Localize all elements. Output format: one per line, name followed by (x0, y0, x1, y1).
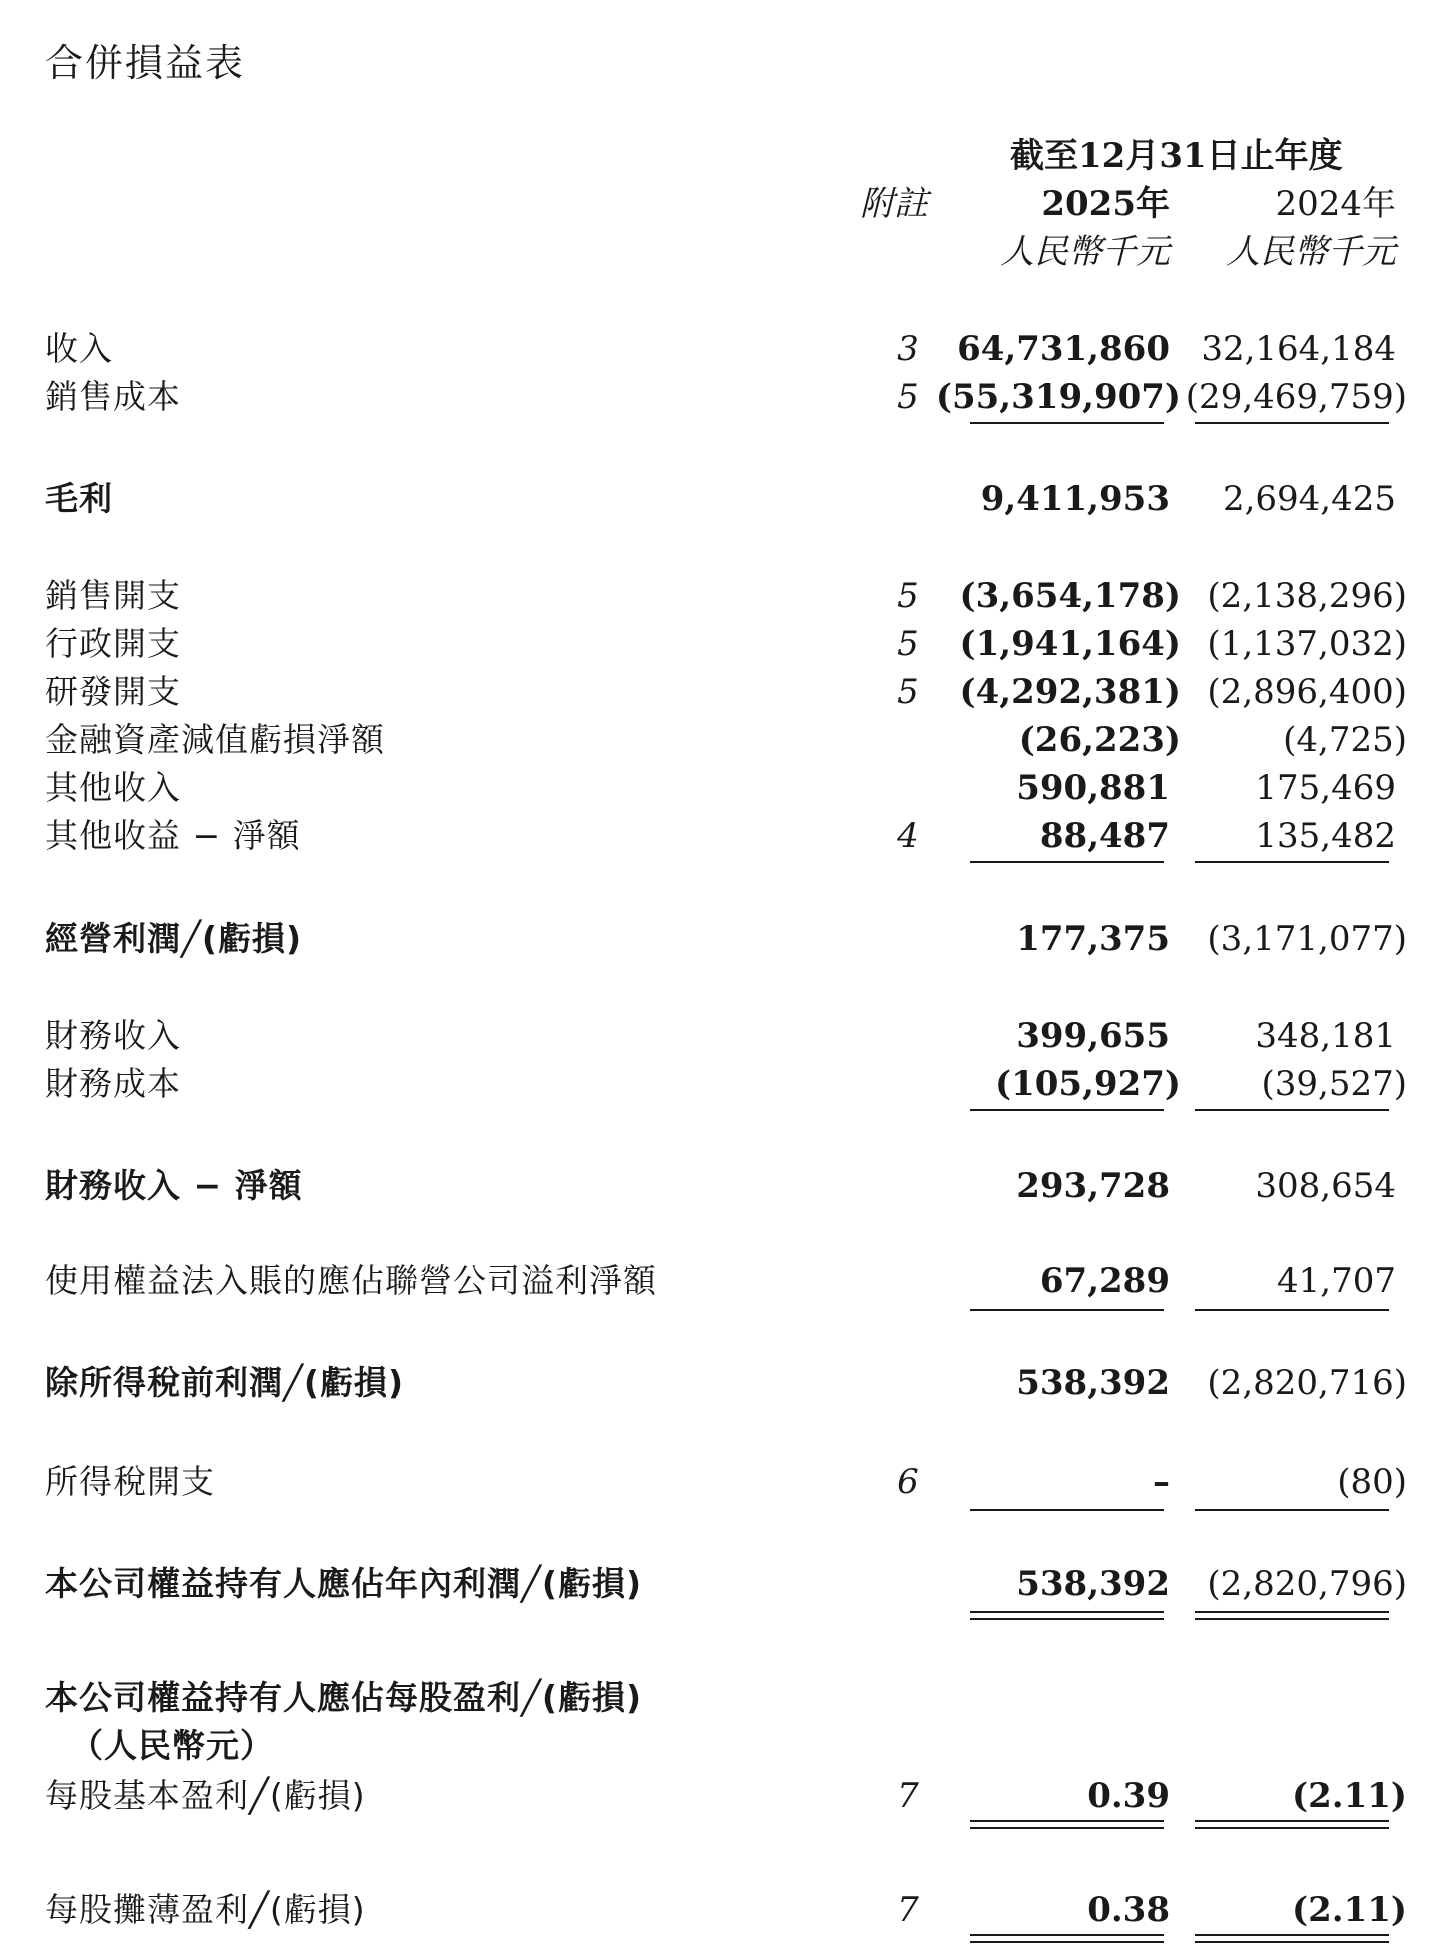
value-2024: 348,181 (1255, 1016, 1396, 1056)
value-2024: (2,896,400) (1207, 672, 1407, 712)
row-label: 本公司權益持有人應佔年內利潤╱(虧損) (45, 1564, 643, 1603)
value-2024: (29,469,759) (1185, 377, 1407, 417)
page-title: 合併損益表 (45, 41, 246, 85)
statement-row-profit-before-tax (0, 1359, 1439, 1407)
statement-row-other-gains (0, 812, 1439, 860)
currency-2024-header: 人民幣千元 (1226, 232, 1396, 272)
statement-row-finance-costs (0, 1060, 1439, 1108)
row-note: 5 (897, 672, 919, 712)
statement-row-diluted-eps (0, 1886, 1439, 1934)
total-double-rule-2024 (1195, 1611, 1389, 1620)
value-2024: 135,482 (1255, 816, 1396, 856)
row-note: 5 (897, 624, 919, 664)
row-label: 其他收入 (45, 768, 181, 807)
value-2024: (2.11) (1292, 1890, 1407, 1930)
statement-row-profit-for-year (0, 1560, 1439, 1608)
statement-row-operating-profit (0, 915, 1439, 963)
value-2025: 590,881 (1016, 768, 1170, 808)
statement-row-revenue (0, 325, 1439, 373)
statement-row-gross-profit (0, 475, 1439, 523)
value-2025: 88,487 (1039, 816, 1170, 856)
value-2024: (2.11) (1292, 1776, 1407, 1816)
subtotal-rule-2025 (970, 1509, 1164, 1511)
subtotal-rule-2024 (1195, 1109, 1389, 1111)
subtotal-rule-2024 (1195, 422, 1389, 424)
value-2025: 67,289 (1039, 1261, 1170, 1301)
statement-row-cost-of-sales (0, 373, 1439, 421)
row-note: 6 (897, 1462, 919, 1502)
row-note: 7 (897, 1776, 919, 1816)
value-2025: 9,411,953 (980, 479, 1170, 519)
value-2024: 308,654 (1255, 1166, 1396, 1206)
subtotal-rule-2025 (970, 1109, 1164, 1111)
value-2025: (1,941,164) (959, 624, 1181, 664)
value-2025: 538,392 (1016, 1363, 1170, 1403)
statement-row-rd-expenses (0, 668, 1439, 716)
statement-row-other-income (0, 764, 1439, 812)
row-note: 5 (897, 377, 919, 417)
value-2024: (4,725) (1283, 720, 1407, 760)
value-2024: (2,820,716) (1207, 1363, 1407, 1403)
row-label: 每股攤薄盈利╱(虧損) (45, 1890, 366, 1929)
statement-row-net-finance-income (0, 1162, 1439, 1210)
note-column-header: 附註 (860, 184, 928, 224)
total-double-rule-2024 (1195, 1934, 1389, 1943)
row-label: 本公司權益持有人應佔每股盈利╱(虧損) (45, 1678, 643, 1717)
value-2024: 41,707 (1277, 1261, 1396, 1301)
value-2025: (105,927) (995, 1064, 1181, 1104)
row-label: 使用權益法入賬的應佔聯營公司溢利淨額 (45, 1261, 657, 1300)
subtotal-rule-2025 (970, 422, 1164, 424)
value-2024: 2,694,425 (1222, 479, 1396, 519)
row-label: 行政開支 (45, 624, 181, 663)
row-label: 毛利 (45, 479, 113, 518)
statement-row-selling-expenses (0, 572, 1439, 620)
row-label: 除所得稅前利潤╱(虧損) (45, 1363, 405, 1402)
total-double-rule-2024 (1195, 1820, 1389, 1829)
row-label: 財務收入 − 淨額 (45, 1166, 303, 1205)
row-label: 其他收益 − 淨額 (45, 816, 301, 855)
period-header: 截至12月31日止年度 (1010, 136, 1343, 176)
value-2025: 293,728 (1016, 1166, 1170, 1206)
row-label: 經營利潤╱(虧損) (45, 919, 303, 958)
row-note: 5 (897, 576, 919, 616)
value-2024: (80) (1337, 1462, 1407, 1502)
value-2025: 64,731,860 (957, 329, 1170, 369)
value-2025: 399,655 (1016, 1016, 1170, 1056)
row-label: 所得稅開支 (45, 1462, 215, 1501)
year-2025-header: 2025年 (1041, 184, 1170, 224)
value-2024: 175,469 (1255, 768, 1396, 808)
value-2025: 538,392 (1016, 1564, 1170, 1604)
row-label: 金融資產減值虧損淨額 (45, 720, 385, 759)
subtotal-rule-2025 (970, 861, 1164, 863)
statement-row-impairment-losses (0, 716, 1439, 764)
row-label: 銷售成本 (45, 377, 181, 416)
year-2024-header: 2024年 (1275, 184, 1396, 224)
total-double-rule-2025 (970, 1820, 1164, 1829)
statement-row-finance-income (0, 1012, 1439, 1060)
value-2024: (2,820,796) (1207, 1564, 1407, 1604)
subtotal-rule-2024 (1195, 861, 1389, 863)
row-label: （人民幣元） (70, 1726, 274, 1765)
total-double-rule-2025 (970, 1934, 1164, 1943)
value-2025: (3,654,178) (959, 576, 1181, 616)
value-2025: – (1153, 1462, 1170, 1502)
value-2024: (1,137,032) (1207, 624, 1407, 664)
eps-section-currency (0, 1722, 1439, 1770)
value-2024: (3,171,077) (1207, 919, 1407, 959)
subtotal-rule-2024 (1195, 1509, 1389, 1511)
value-2025: (4,292,381) (959, 672, 1181, 712)
subtotal-rule-2025 (970, 1309, 1164, 1311)
row-label: 財務成本 (45, 1064, 181, 1103)
value-2024: (2,138,296) (1207, 576, 1407, 616)
row-label: 研發開支 (45, 672, 181, 711)
row-note: 4 (897, 816, 919, 856)
row-note: 3 (897, 329, 919, 369)
row-note: 7 (897, 1890, 919, 1930)
row-label: 收入 (45, 329, 113, 368)
row-label: 財務收入 (45, 1016, 181, 1055)
statement-row-basic-eps (0, 1772, 1439, 1820)
value-2025: (55,319,907) (935, 377, 1181, 417)
row-label: 銷售開支 (45, 576, 181, 615)
statement-row-share-of-associates (0, 1257, 1439, 1305)
value-2024: 32,164,184 (1201, 329, 1396, 369)
row-label: 每股基本盈利╱(虧損) (45, 1776, 366, 1815)
value-2025: 177,375 (1016, 919, 1170, 959)
statement-row-income-tax (0, 1458, 1439, 1506)
currency-2025-header: 人民幣千元 (1000, 232, 1170, 272)
statement-row-admin-expenses (0, 620, 1439, 668)
value-2025: 0.39 (1087, 1776, 1170, 1816)
total-double-rule-2025 (970, 1611, 1164, 1620)
value-2025: 0.38 (1087, 1890, 1170, 1930)
value-2024: (39,527) (1261, 1064, 1407, 1104)
value-2025: (26,223) (1018, 720, 1181, 760)
subtotal-rule-2024 (1195, 1309, 1389, 1311)
eps-section-heading (0, 1674, 1439, 1722)
